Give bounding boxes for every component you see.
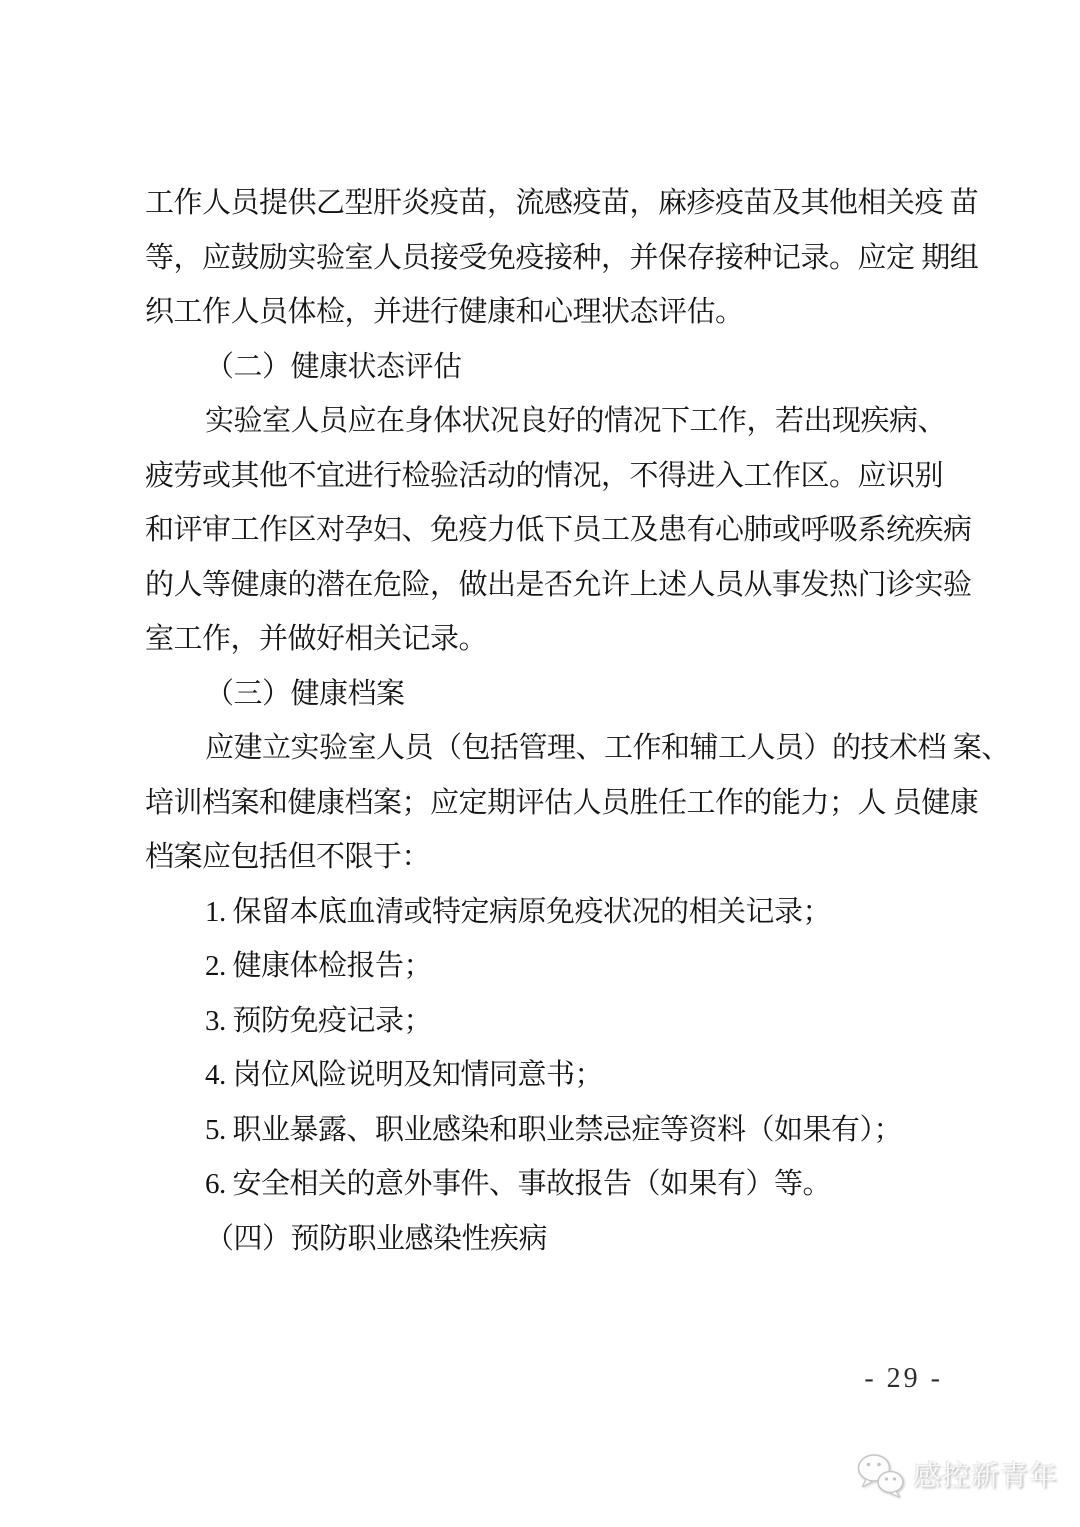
watermark <box>856 1450 1058 1502</box>
doc-line: 和评审工作区对孕妇、免疫力低下员工及患有心肺或呼吸系统疾病 <box>145 514 972 546</box>
doc-heading-section-4: （四）预防职业感染性疾病 <box>205 1222 548 1255</box>
doc-heading-section-2: （二）健康状态评估 <box>205 350 462 383</box>
doc-line: 疲劳或其他不宜进行检验活动的情况，不得进入工作区。应识别 <box>145 459 944 492</box>
doc-heading-section-3: （三）健康档案 <box>205 677 405 710</box>
doc-line: 应建立实验室人员（包括管理、工作和辅工人员）的技术档 案、 <box>205 732 1010 764</box>
wechat-icon <box>856 1453 906 1499</box>
doc-line: 实验室人员应在身体状况良好的情况下工作，若出现疾病、 <box>205 405 947 437</box>
doc-list-item-2: 2. 健康体检报告； <box>205 950 433 982</box>
doc-list-item-1: 1. 保留本底血清或特定病原免疫状况的相关记录； <box>205 895 832 928</box>
doc-list-item-3: 3. 预防免疫记录； <box>205 1004 433 1037</box>
doc-line: 等，应鼓励实验室人员接受免疫接种，并保存接种记录。应定 期组 <box>145 241 979 274</box>
doc-line: 培训档案和健康档案；应定期评估人员胜任工作的能力；人 员健康 <box>145 786 979 819</box>
watermark-text: 感控新青年 <box>913 1460 1059 1491</box>
doc-line: 室工作，并做好相关记录。 <box>145 623 488 655</box>
page-number: - 29 - <box>864 1363 943 1394</box>
doc-list-item-6: 6. 安全相关的意外事件、事故报告（如果有）等。 <box>205 1168 832 1200</box>
doc-list-item-4: 4. 岗位风险说明及知情同意书； <box>205 1059 604 1091</box>
doc-list-item-5: 5. 职业暴露、职业感染和职业禁忌症等资料（如果有）； <box>205 1113 903 1146</box>
doc-line: 织工作人员体检，并进行健康和心理状态评估。 <box>145 296 744 328</box>
doc-line: 工作人员提供乙型肝炎疫苗，流感疫苗，麻疹疫苗及其他相关疫 苗 <box>145 187 979 219</box>
document-body <box>145 176 1010 1266</box>
doc-line: 的人等健康的潜在危险，做出是否允许上述人员从事发热门诊实验 <box>145 568 972 601</box>
doc-line: 档案应包括但不限于： <box>145 841 431 873</box>
